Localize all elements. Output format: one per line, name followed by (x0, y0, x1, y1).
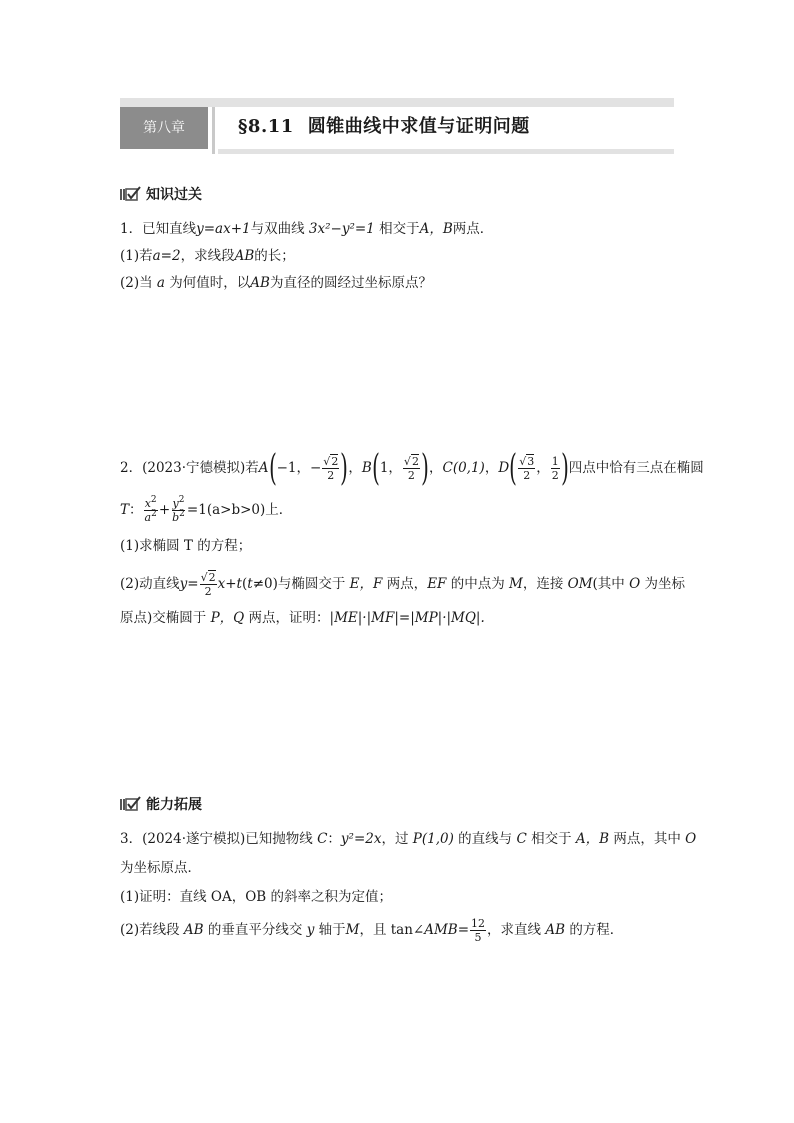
text: (其中 (592, 576, 625, 592)
math-expr: C(0,1) (442, 460, 485, 476)
text: 相交于 (531, 831, 572, 847)
math-expr: AMB (424, 922, 458, 938)
math-expr: B (361, 460, 372, 476)
text: ，求直线 (487, 922, 542, 938)
text: (2)若线段 (120, 922, 180, 938)
math-expr: y=ax+1 (196, 221, 251, 237)
text: 两点， (386, 576, 428, 592)
text: 两点，证明： (248, 610, 330, 626)
text: 为坐标 (644, 576, 685, 592)
math-expr: y²=2x (340, 831, 382, 847)
math-expr: O (685, 831, 697, 847)
text: 若 (245, 460, 259, 476)
text: 的方程． (569, 922, 624, 938)
header-top-bar (120, 98, 674, 107)
text: ，过 (381, 831, 409, 847)
text: 已知抛物线 (245, 831, 313, 847)
math-expr: D (498, 460, 510, 476)
math-expr: AB (234, 248, 255, 264)
text: (2)动直线 (120, 576, 180, 592)
text: 已知直线 (142, 221, 197, 237)
tan-fraction: $\frac{12}{5}$ (471, 917, 486, 944)
math-expr: |ME|·|MF|=|MP|·|MQ|. (329, 610, 485, 626)
text: ，求线段 (180, 248, 235, 264)
problem-3-q1: (1)证明：直线 OA，OB 的斜率之积为定值； (120, 889, 393, 905)
math-expr: OM (567, 576, 593, 592)
text: ，且 tan∠ (359, 922, 425, 938)
text: 与双曲线 (250, 221, 305, 237)
section-heading-knowledge (120, 184, 202, 204)
section-heading-label: 能力拓展 (146, 797, 202, 813)
text: (a>b>0)上． (206, 502, 293, 518)
math-expr: E，F (349, 576, 383, 592)
section-number: §8.11 (238, 116, 294, 137)
header-divider (212, 107, 215, 154)
math-expr: a=2 (152, 248, 181, 264)
text: 的长； (254, 248, 295, 264)
problem-1-q2 (120, 273, 432, 293)
chapter-tab: 第八章 (120, 107, 208, 149)
math-expr: a (156, 275, 165, 291)
section-title-text: 圆锥曲线中求值与证明问题 (307, 116, 530, 137)
problem-3-q2: (2)若线段 AB 的垂直平分线交 y 轴于M，且 tan∠AMB= $\frac{12}{5}$ ，求直线 AB 的方程． (120, 917, 624, 944)
checklist-icon (120, 796, 142, 812)
problem-1-q1 (120, 246, 295, 266)
text: 的直线与 (458, 831, 513, 847)
header-bottom-bar (218, 149, 674, 154)
problem-number: 3． (120, 831, 143, 847)
math-expr: 3x²−y²=1 (308, 221, 375, 237)
math-expr: C (516, 831, 527, 847)
text: 的垂直平分线交 (207, 922, 303, 938)
section-title (238, 110, 530, 144)
math-expr: C (317, 831, 328, 847)
problem-3-stem-cont: 为坐标原点． (120, 860, 201, 876)
problem-source: (2024·遂宁模拟) (142, 831, 246, 847)
text: 轴于 (318, 922, 346, 938)
problem-2-stem: 2．(2023·宁德模拟)若A(−1，− $\frac{√2}{2}$ )，B(1， $\frac{√2}{2}$ )，C(0,1)，D( $\frac{√3}{2}$ ， $\frac{1}{2}$ )四点中恰有三点在椭圆 (120, 447, 704, 489)
problem-2-ellipse: T： $\frac{x^2}{a^2}$ + $\frac{y^2}{b^2}$ =1(a>b>0)上． (120, 495, 293, 524)
problem-2-q1: (1)求椭圆 T 的方程； (120, 538, 252, 554)
problem-2-q2-cont (120, 608, 485, 628)
text: 原点)交椭圆于 (120, 610, 207, 626)
text: 两点． (452, 221, 494, 237)
math-expr: M (345, 922, 360, 938)
text: 四点中恰有三点在椭圆 (568, 460, 704, 476)
text: ，连接 (522, 576, 564, 592)
problem-number: 2． (120, 460, 143, 476)
math-expr: y (306, 922, 315, 938)
problem-1-stem (120, 219, 493, 239)
math-expr: P(1,0) (412, 831, 454, 847)
text: (1)若 (120, 248, 153, 264)
text: 相交于 (379, 221, 420, 237)
text: 为何值时，以 (169, 275, 251, 291)
problem-2-q2: (2)动直线y= $\frac{√2}{2}$ x+t(t≠0)与椭圆交于 E，F 两点，EF 的中点为 M，连接 OM(其中 O 为坐标 (120, 571, 685, 598)
text: (2)当 (120, 275, 153, 291)
section-heading-label: 知识过关 (146, 187, 202, 203)
math-expr: EF (427, 576, 447, 592)
text: 的中点为 (450, 576, 505, 592)
problem-number: 1． (120, 221, 143, 237)
checklist-icon (120, 186, 142, 202)
math-expr: M (509, 576, 523, 592)
section-heading-ability (120, 794, 202, 814)
math-expr: AB (545, 922, 566, 938)
math-expr: A，B (419, 221, 453, 237)
math-expr: P，Q (210, 610, 245, 626)
problem-3-stem: 3．(2024·遂宁模拟)已知抛物线 C：y²=2x，过 P(1,0) 的直线与 C 相交于 A，B 两点，其中 O (120, 831, 697, 847)
text: 两点，其中 (613, 831, 681, 847)
math-expr: AB (183, 922, 204, 938)
text: 为直径的圆经过坐标原点？ (269, 275, 432, 291)
math-expr: A，B (575, 831, 610, 847)
math-expr: AB (250, 275, 270, 291)
math-expr: A (258, 460, 269, 476)
math-expr: O (629, 576, 641, 592)
chapter-header (120, 98, 674, 156)
text: 与椭圆交于 (277, 576, 346, 592)
math-expr: T (120, 502, 130, 518)
problem-source: (2023·宁德模拟) (142, 460, 246, 476)
